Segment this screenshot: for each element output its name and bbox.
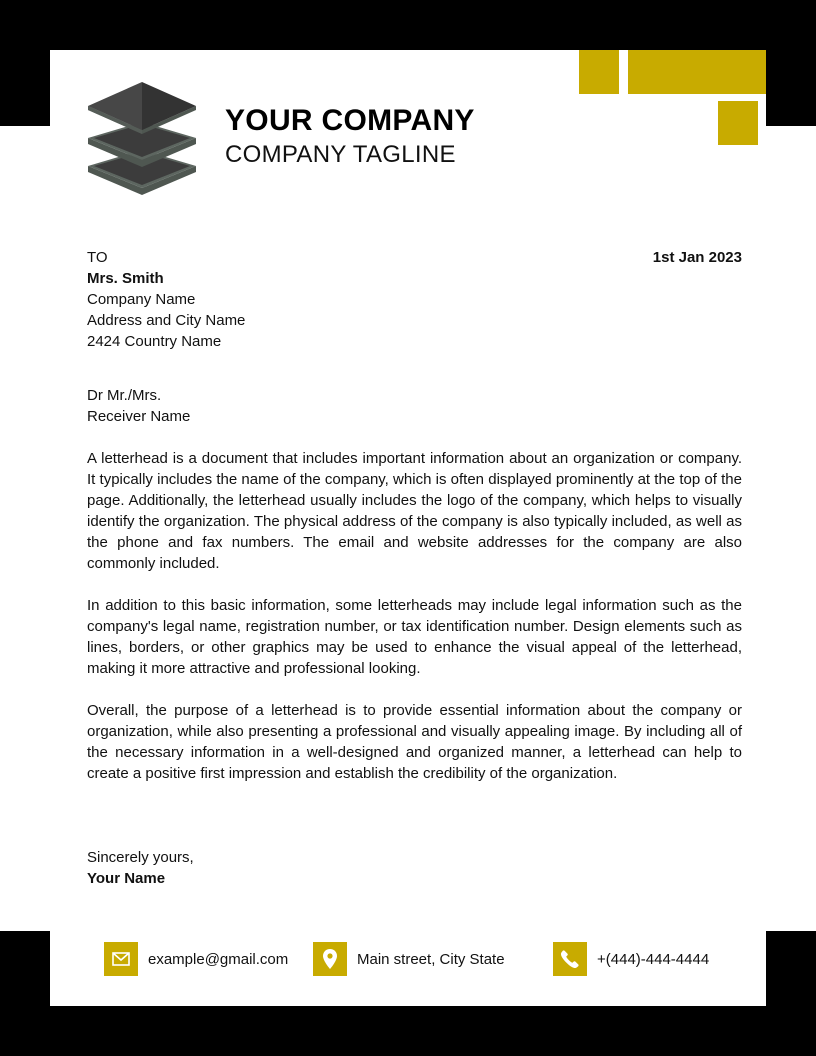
phone-text[interactable]: +(444)-444-4444 <box>597 950 710 968</box>
address-text: Main street, City State <box>357 950 505 968</box>
letter-body <box>87 448 742 805</box>
footer-phone <box>553 941 709 977</box>
body-paragraph-1: A letterhead is a document that includes important information about an organization or company. It typically includes the name of the company, which is often displayed prominently at the top of the page. Additionally, the letterhead usually includes the logo of the company, which helps to visually identify the organization. The physical address of the company is also typically included, as well as the phone and fax numbers. The email and website addresses for the company are also commonly included. <box>87 450 742 572</box>
to-label: TO <box>87 249 108 266</box>
body-paragraph-3: Overall, the purpose of a letterhead is to provide essential information about the company or organization, while also presenting a professional and visually appealing image. By including all of the necessary information in a well-designed and organized manner, a letterhead can help to create a positive first impression and establish the credibility of the organization. <box>87 702 742 782</box>
recipient-country: 2424 Country Name <box>87 333 222 350</box>
phone-icon <box>553 942 587 976</box>
salutation-line: Dr Mr./Mrs. <box>87 387 162 404</box>
closing-line: Sincerely yours, <box>87 849 194 866</box>
recipient-address: Address and City Name <box>87 312 246 329</box>
recipient-block <box>87 247 387 352</box>
envelope-icon <box>104 942 138 976</box>
stacked-layers-icon <box>86 80 198 196</box>
recipient-company: Company Name <box>87 291 196 308</box>
recipient-name: Mrs. Smith <box>87 270 164 287</box>
accent-block-lower <box>718 101 758 145</box>
receiver-name: Receiver Name <box>87 408 191 425</box>
footer-address <box>313 941 505 977</box>
letter-date: 1st Jan 2023 <box>652 249 742 266</box>
salutation-block <box>87 385 387 427</box>
accent-block-wide <box>628 50 766 94</box>
map-pin-icon <box>313 942 347 976</box>
company-name: YOUR COMPANY <box>225 104 475 137</box>
company-tagline: COMPANY TAGLINE <box>225 141 456 168</box>
signature-name: Your Name <box>87 870 166 887</box>
footer-email <box>104 941 288 977</box>
accent-block-small <box>579 50 619 94</box>
closing-block <box>87 847 387 889</box>
body-paragraph-2: In addition to this basic information, some letterheads may include legal information such as the company's legal name, registration number, or tax identification number. Design elements such as lines, borders, or other graphics may be used to enhance the visual appeal of the letterhead, making it more attractive and professional looking. <box>87 597 742 677</box>
email-text[interactable]: example@gmail.com <box>148 950 289 968</box>
